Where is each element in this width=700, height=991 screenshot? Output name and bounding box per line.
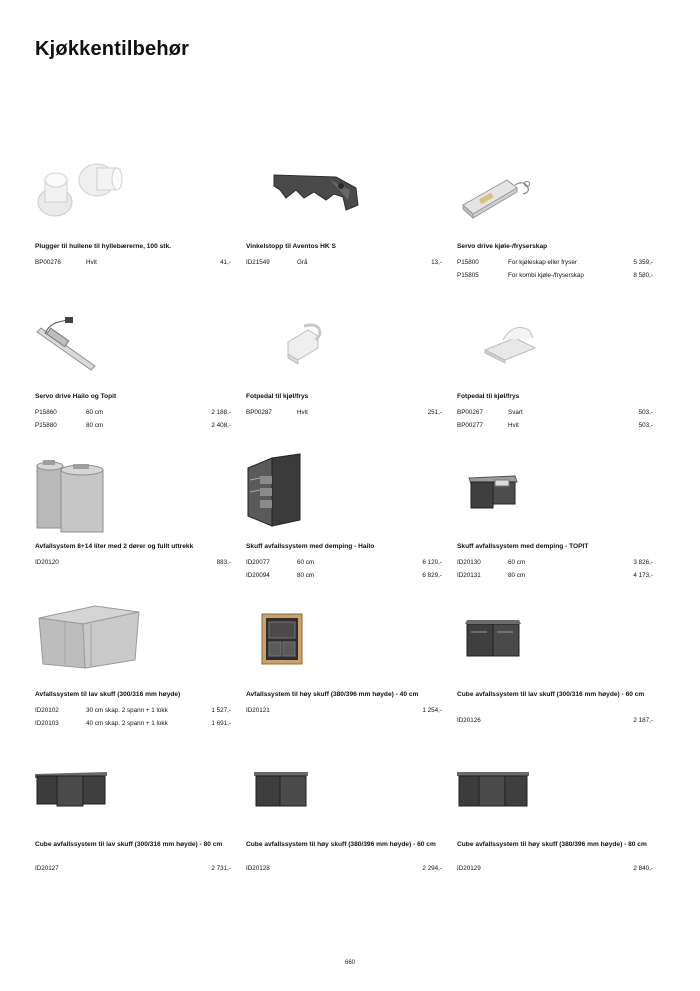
item-price: 1 691,- <box>211 720 231 727</box>
item-code: ID21549 <box>246 259 270 266</box>
product-name: Cube avfallssystem til høy skuff (380/396 mm høyde) - 60 cm <box>246 841 436 848</box>
price-row <box>246 558 442 571</box>
product-name: Skuff avfallssystem med demping - Hailo <box>246 543 375 550</box>
servo-drive-box-icon <box>457 150 665 250</box>
item-price: 2 408,- <box>211 422 231 429</box>
item-code: ID20129 <box>457 865 481 872</box>
price-row <box>35 706 231 719</box>
product-name: Skuff avfallssystem med demping - TOPIT <box>457 543 589 550</box>
angle-stop-icon <box>246 150 454 250</box>
price-table <box>35 258 231 271</box>
item-price: 2 188,- <box>211 409 231 416</box>
item-description: For kombi kjøle-/fryserskap <box>508 272 584 279</box>
item-price: 6 120,- <box>422 559 442 566</box>
product-name: Fotpedal til kjøl/frys <box>457 393 520 400</box>
drawer-waste-hailo-icon <box>246 450 454 550</box>
item-description: 60 cm <box>508 559 526 566</box>
price-row <box>35 258 231 271</box>
price-row <box>457 258 653 271</box>
item-price: 2 731,- <box>211 865 231 872</box>
item-code: ID20103 <box>35 720 59 727</box>
item-description: Hvit <box>86 259 97 266</box>
item-description: Svart <box>508 409 523 416</box>
price-row <box>35 864 231 877</box>
item-code: P15880 <box>35 422 57 429</box>
item-price: 8 580,- <box>633 272 653 279</box>
product-name: Servo drive kjøle-/fryserskap <box>457 243 548 250</box>
item-price: 883,- <box>216 559 231 566</box>
item-price: 503,- <box>638 409 653 416</box>
item-code: BP00277 <box>457 422 483 429</box>
item-code: ID20102 <box>35 707 59 714</box>
price-table <box>35 558 231 571</box>
price-row <box>35 421 231 434</box>
price-table <box>457 716 653 729</box>
item-code: ID20120 <box>35 559 59 566</box>
cube-bins-high-three-icon <box>457 748 665 848</box>
product-name: Avfallsystem 8+14 liter med 2 dører og fullt uttrekk <box>35 543 194 550</box>
item-price: 41,- <box>220 259 231 266</box>
item-price: 5 359,- <box>633 259 653 266</box>
item-description: Hvit <box>508 422 519 429</box>
item-description: 30 cm skap. 2 spann + 1 lokk <box>86 707 168 714</box>
drawer-waste-topit-icon <box>457 450 665 550</box>
shelf-plug-icon <box>35 150 243 250</box>
item-price: 6 829,- <box>422 572 442 579</box>
item-code: P15860 <box>35 409 57 416</box>
price-table <box>35 408 231 434</box>
cube-bins-high-two-icon <box>246 748 454 848</box>
item-price: 251,- <box>427 409 442 416</box>
price-table <box>35 706 231 732</box>
item-code: ID20131 <box>457 572 481 579</box>
price-table <box>457 408 653 434</box>
item-code: BP00287 <box>246 409 272 416</box>
item-code: ID20077 <box>246 559 270 566</box>
item-description: For kjøleskap eller fryser <box>508 259 577 266</box>
foot-pedal-icon <box>246 300 454 400</box>
price-row <box>457 558 653 571</box>
item-code: P15805 <box>457 272 479 279</box>
waste-bins-low-icon <box>35 598 243 698</box>
waste-bins-tall-icon <box>35 450 243 550</box>
price-table <box>35 864 231 877</box>
item-price: 503,- <box>638 422 653 429</box>
product-name: Avfallssystem til lav skuff (300/316 mm høyde) <box>35 691 181 698</box>
price-row <box>246 571 442 584</box>
item-code: ID20094 <box>246 572 270 579</box>
price-row <box>457 408 653 421</box>
price-row <box>457 421 653 434</box>
item-description: 80 cm <box>297 572 315 579</box>
foot-pedal-flat-icon <box>457 300 665 400</box>
price-row <box>35 408 231 421</box>
item-code: ID20128 <box>246 865 270 872</box>
price-table <box>246 258 442 271</box>
product-name: Cube avfallssystem til høy skuff (380/396 mm høyde) - 80 cm <box>457 841 647 848</box>
item-price: 2 840,- <box>633 865 653 872</box>
item-code: BP00276 <box>35 259 61 266</box>
item-description: 80 cm <box>508 572 526 579</box>
price-row <box>246 706 442 719</box>
price-table <box>246 864 442 877</box>
page-number: 660 <box>344 960 355 966</box>
price-row <box>35 558 231 571</box>
item-description: 60 cm <box>86 409 104 416</box>
cube-bins-three-icon <box>35 748 243 848</box>
item-code: P15800 <box>457 259 479 266</box>
item-description: Grå <box>297 259 308 266</box>
product-name: Servo drive Hailo og Topit <box>35 393 117 400</box>
item-price: 2 294,- <box>422 865 442 872</box>
price-row <box>35 719 231 732</box>
product-name: Cube avfallssystem til lav skuff (300/316 mm høyde) - 60 cm <box>457 691 645 698</box>
price-row <box>246 408 442 421</box>
item-code: BP00267 <box>457 409 483 416</box>
item-code: ID20130 <box>457 559 481 566</box>
price-table <box>457 558 653 584</box>
price-row <box>246 864 442 877</box>
price-table <box>457 258 653 284</box>
price-table <box>457 864 653 877</box>
item-price: 2 187,- <box>633 717 653 724</box>
servo-drive-rail-icon <box>35 300 243 400</box>
item-description: 40 cm skap. 2 spann + 1 lokk <box>86 720 168 727</box>
price-row <box>246 258 442 271</box>
item-code: ID20127 <box>35 865 59 872</box>
item-description: Hvit <box>297 409 308 416</box>
cube-bins-two-icon <box>457 598 665 698</box>
price-row <box>457 864 653 877</box>
product-name: Cube avfallssystem til lav skuff (300/316 mm høyde) - 80 cm <box>35 841 223 848</box>
cabinet-waste-icon <box>246 598 454 698</box>
item-code: ID20121 <box>246 707 270 714</box>
page-title: Kjøkkentilbehør <box>35 38 190 60</box>
item-price: 3 826,- <box>633 559 653 566</box>
product-name: Avfallssystem til høy skuff (380/396 mm høyde) - 40 cm <box>246 691 419 698</box>
product-name: Plugger til hullene til hyllebærerne, 100 stk. <box>35 243 171 250</box>
item-description: 80 cm <box>86 422 104 429</box>
item-price: 1 254,- <box>422 707 442 714</box>
price-row <box>457 271 653 284</box>
price-table <box>246 408 442 421</box>
item-code: ID20126 <box>457 717 481 724</box>
item-price: 4 173,- <box>633 572 653 579</box>
product-name: Vinkelstopp til Aventos HK S <box>246 243 336 250</box>
price-table <box>246 558 442 584</box>
item-price: 1 527,- <box>211 707 231 714</box>
price-row <box>457 716 653 729</box>
item-description: 60 cm <box>297 559 315 566</box>
price-row <box>457 571 653 584</box>
item-price: 13,- <box>431 259 442 266</box>
price-table <box>246 706 442 719</box>
product-name: Fotpedal til kjøl/frys <box>246 393 309 400</box>
